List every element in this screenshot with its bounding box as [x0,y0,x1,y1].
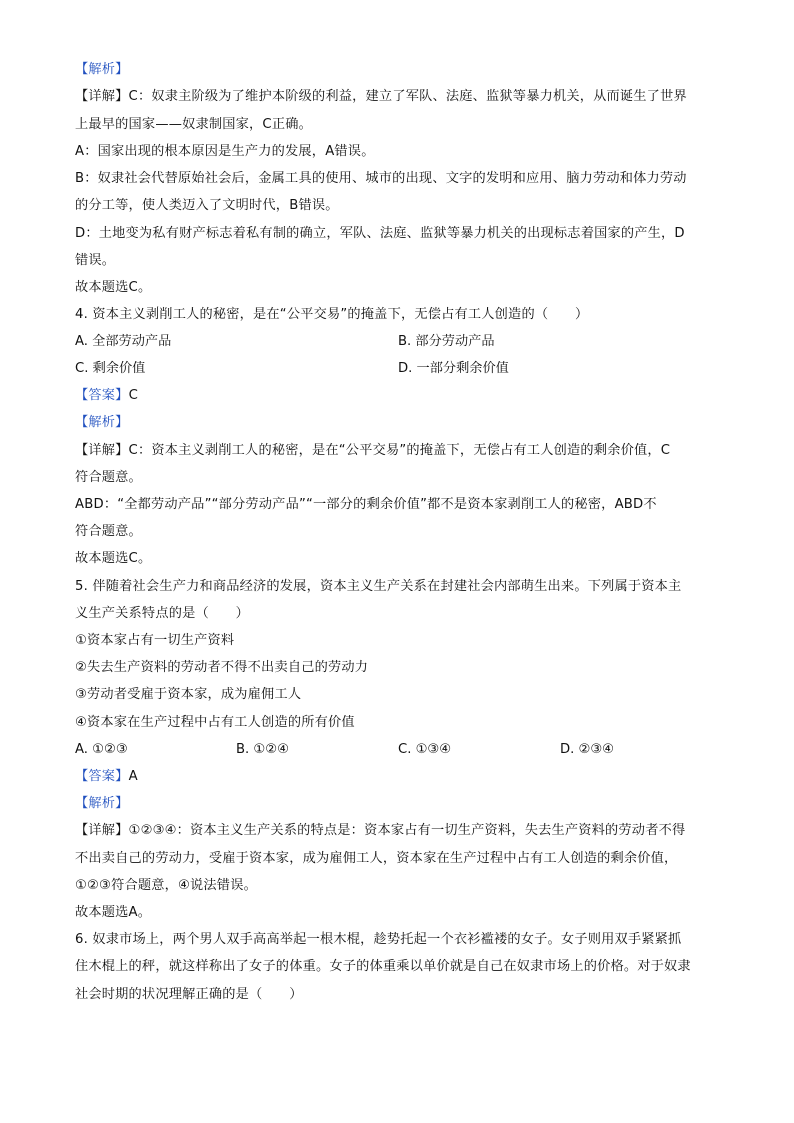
question-stem: 社会时期的状况理解正确的是（ ） [75,987,303,1002]
question-stem: 4. 资本主义剥削工人的秘密，是在“公平交易”的掩盖下，无偿占有工人创造的（ ） [75,307,589,322]
option-analysis-b: 的分工等，使人类迈入了文明时代，B错误。 [75,198,339,213]
conclusion: 故本题选C。 [75,551,152,566]
question-stem: 5. 伴随着社会生产力和商品经济的发展，资本主义生产关系在封建社会内部萌生出来。下列属于资本主 [75,579,682,594]
option-analysis-abd: ABD：“全都劳动产品”“部分劳动产品”“一部分的剩余价值”都不是资本家剥削工人的秘密，ABD不 [75,497,657,512]
question-stem: 义生产关系特点的是（ ） [75,606,250,621]
conclusion: 故本题选C。 [75,280,152,295]
detail-text: 【详解】C：奴隶主阶级为了维护本阶级的利益，建立了军队、法庭、监狱等暴力机关，从而诞生了世界 [75,89,687,104]
detail-text: 不出卖自己的劳动力，受雇于资本家，成为雇佣工人，资本家在生产过程中占有工人创造的剩余价值， [75,851,678,866]
option-analysis-b: B：奴隶社会代替原始社会后，金属工具的使用、城市的出现、文字的发明和应用、脑力劳动和体力劳动 [75,171,687,186]
option-analysis-a: A：国家出现的根本原因是生产力的发展，A错误。 [75,144,375,159]
question-stem: 6. 奴隶市场上，两个男人双手高高举起一根木棍，趁势托起一个衣衫褴褛的女子。女子则用双手紧紧抓 [75,932,682,947]
answer-value: A [128,769,138,784]
detail-text: 符合题意。 [75,470,142,485]
option-a: A. 全部劳动产品 [75,334,172,349]
detail-text: 【详解】①②③④：资本主义生产关系的特点是：资本家占有一切生产资料，失去生产资料的劳动者不得 [75,823,686,838]
detail-text: 【详解】C：资本主义剥削工人的秘密，是在“公平交易”的掩盖下，无偿占有工人创造的剩余价值，C [75,443,671,458]
answer-line [75,768,138,786]
option-analysis-d: 错误。 [75,253,116,268]
answer-value: C [128,388,138,403]
option-d: D. ②③④ [560,742,615,757]
statement-item: ②失去生产资料的劳动者不得不出卖自己的劳动力 [75,660,369,675]
analysis-tag: 【解析】 [75,62,129,77]
option-c: C. 剩余价值 [75,361,146,376]
option-analysis-abd: 符合题意。 [75,524,142,539]
analysis-tag: 【解析】 [75,415,129,430]
statement-item: ①资本家占有一切生产资料 [75,633,235,648]
answer-tag: 【答案】 [75,769,129,784]
answer-tag: 【答案】 [75,388,129,403]
option-c: C. ①③④ [398,742,452,757]
question-stem: 住木棍上的秤，就这样称出了女子的体重。女子的体重乘以单价就是自己在奴隶市场上的价格。对于奴隶 [75,959,691,974]
option-a: A. ①②③ [75,742,128,757]
statement-item: ④资本家在生产过程中占有工人创造的所有价值 [75,715,355,730]
answer-line [75,387,138,405]
option-b: B. 部分劳动产品 [398,334,495,349]
option-b: B. ①②④ [236,742,289,757]
statement-item: ③劳动者受雇于资本家，成为雇佣工人 [75,687,302,702]
analysis-tag: 【解析】 [75,796,129,811]
detail-text: ①②③符合题意，④说法错误。 [75,878,257,893]
option-d: D. 一部分剩余价值 [398,361,509,376]
detail-text: 上最早的国家——奴隶制国家，C正确。 [75,117,312,132]
conclusion: 故本题选A。 [75,905,152,920]
option-analysis-d: D：土地变为私有财产标志着私有制的确立，军队、法庭、监狱等暴力机关的出现标志着国家的产生，D [75,226,685,241]
